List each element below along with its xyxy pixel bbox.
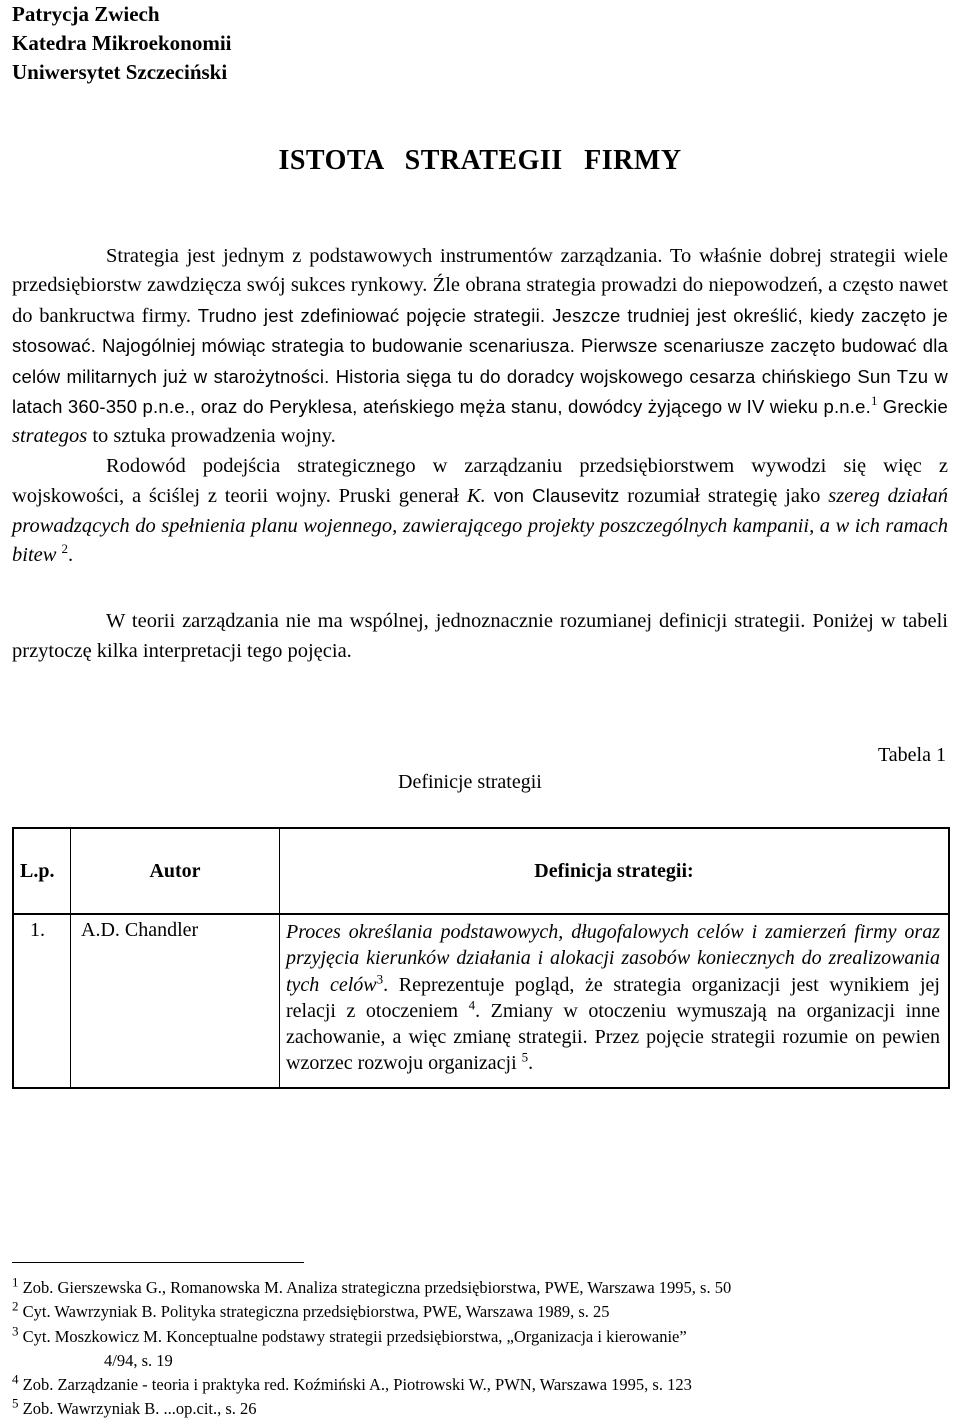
footnote-3-continuation <box>12 1349 952 1373</box>
footnote-ref-5[interactable]: 5 <box>521 1049 529 1065</box>
paragraph-gap <box>12 570 948 607</box>
paragraph-3: W teorii zarządzania nie ma wspólnej, jednoznacznie rozumianej definicji strategii. Poniżej w tabeli przytoczę kilka interpretacji tego pojęcia. <box>12 610 948 662</box>
definitions-table <box>12 827 950 1089</box>
footnote-separator <box>12 1262 304 1263</box>
footnote-number: 5 <box>12 1395 19 1411</box>
header-author: Autor <box>71 828 280 914</box>
table-row <box>13 914 949 1088</box>
author-university: Uniwersytet Szczeciński <box>12 60 228 84</box>
footnotes <box>12 1276 952 1422</box>
table-title: Definicje strategii <box>398 771 542 793</box>
footnote-text: Cyt. Moszkowicz M. Konceptualne podstawy strategii przedsiębiorstwa, „Organizacja i kierowanie” <box>22 1326 687 1346</box>
footnote-ref-4[interactable]: 4 <box>468 997 476 1013</box>
footnote-ref-1[interactable]: 1 <box>870 393 878 409</box>
paragraph-1 <box>12 242 948 452</box>
author-department: Katedra Mikroekonomii <box>12 31 232 55</box>
paragraph-2-quote: szereg działań prowadzących do spełnienia planu wojennego, zawierającego projekty poszczególnych kampanii, a w ich ramach bitew <box>12 485 948 567</box>
footnote-number: 4 <box>12 1371 19 1387</box>
paragraph-1-sentence-1: Strategia jest jednym z podstawowych instrumentów zarządzania. To właśnie dobrej strategii wiele przedsiębiorstw zawdzięcza swój sukces rynkowy. Źle obrana strategia prowadzi do niepowodzeń, a często nawet do bankructwa firmy. <box>12 245 948 327</box>
paragraph-2-part-d: rozumiał strategię jako <box>619 485 829 508</box>
paragraph-1-sentence-3a: Greckie <box>877 396 948 418</box>
paragraph-2-part-b: K. <box>466 485 486 508</box>
paragraph-1-sentence-3b: to sztuka prowadzenia wojny. <box>87 425 336 448</box>
definition-part-b: . Reprezentuje pogląd, że strategia organizacji jest wynikiem jej relacji z otoczeniem <box>286 973 940 1022</box>
footnote-number: 1 <box>12 1274 19 1290</box>
cell-lp: 1. <box>13 914 71 1088</box>
header-lp: L.p. <box>13 828 71 914</box>
header-definition: Definicja strategii: <box>280 828 950 914</box>
footnote-text: 4/94, s. 19 <box>104 1350 173 1370</box>
footnote-text: Cyt. Wawrzyniak B. Polityka strategiczna przedsiębiorstwa, PWE, Warszawa 1989, s. 25 <box>22 1302 610 1322</box>
footnote-text: Zob. Gierszewska G., Romanowska M. Analiza strategiczna przedsiębiorstwa, PWE, Warszawa 1995, s. 50 <box>22 1278 732 1297</box>
paragraph-2-part-a: Rodowód podejścia strategicznego w zarządzaniu przedsiębiorstwem wywodzi się więc z wojskowości, a ściślej z teorii wojny. Pruski generał <box>12 454 948 508</box>
footnote-number: 2 <box>12 1298 19 1314</box>
paragraph-1-sentence-2: Trudno jest zdefiniować pojęcie strategii. Jeszcze trudniej jest określić, kiedy zaczęto je stosować. Najogólniej mówiąc strategia to budowanie scenariusza. Pierwsze scenariusze zaczęto budować dla celów militarnych już w starożytności. Historia sięga tu do doradcy wojskowego cesarza chińskiego Sun Tzu w latach 360-350 p.n.e., oraz do Peryklesa, ateńskiego męża stanu, dowódcy żyjącego w IV wieku p.n.e. <box>12 304 949 418</box>
footnote-5 <box>12 1397 952 1421</box>
definition-part-c: . Zmiany w otoczeniu wymuszają na organizacji inne zachowanie, a więc zmianę strategii. Przez pojęcie strategii rozumie on pewien wzorzec rozwoju organizacji <box>286 999 941 1075</box>
author-block <box>12 0 232 87</box>
footnote-ref-2[interactable]: 2 <box>61 541 69 557</box>
definition-italic: Proces określania podstawowych, długofalowych celów i zamierzeń firmy oraz przyjęcia kierunków działania i alokacji zasobów koniecznych do zrealizowania tych celów <box>286 921 940 996</box>
author-name: Patrycja Zwiech <box>12 2 160 26</box>
paragraph-2-part-c: von Clausevitz <box>485 485 620 507</box>
footnote-number: 3 <box>12 1323 19 1339</box>
footnote-ref-3[interactable]: 3 <box>376 970 384 986</box>
cell-author: A.D. Chandler <box>71 914 280 1088</box>
footnote-3 <box>12 1325 952 1349</box>
footnote-2 <box>12 1300 952 1324</box>
footnote-4 <box>12 1373 952 1397</box>
table-header-row <box>13 828 949 914</box>
term-strategos: strategos <box>12 425 88 448</box>
footnote-text: Zob. Zarządzanie - teoria i praktyka red. Koźmiński A., Piotrowski W., PWN, Warszawa 1995, s. 123 <box>22 1375 692 1395</box>
paragraph-2 <box>12 452 948 571</box>
footnote-1 <box>12 1276 952 1300</box>
cell-definition <box>280 914 950 1088</box>
paragraph-2-end: . <box>68 544 74 567</box>
footnote-text: Zob. Wawrzyniak B. ...op.cit., s. 26 <box>22 1399 257 1419</box>
table-caption: Tabela 1 <box>877 744 946 766</box>
definition-part-d: . <box>528 1052 534 1075</box>
document-title: ISTOTA STRATEGII FIRMY <box>278 145 682 176</box>
body-text <box>12 242 948 666</box>
